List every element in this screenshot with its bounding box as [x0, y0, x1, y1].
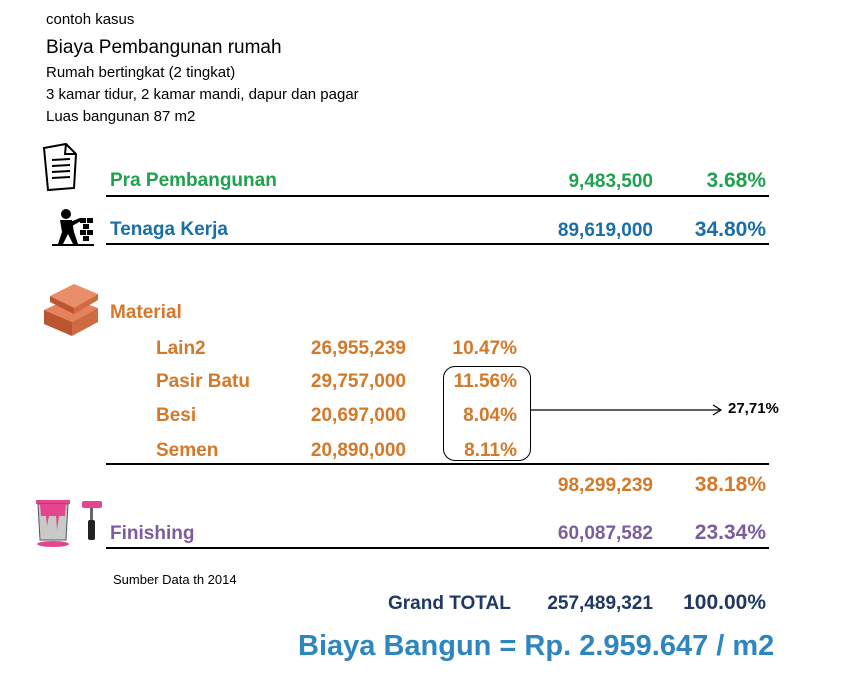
- material-item-percent: 8.04%: [463, 405, 517, 426]
- grouped-percent-annotation: 27,71%: [728, 400, 779, 417]
- material-item-label: Semen: [156, 440, 219, 461]
- summary-cost-per-m2: Biaya Bangun = Rp. 2.959.647 / m2: [298, 630, 775, 662]
- material-item-amount: 29,757,000: [310, 371, 406, 392]
- grouping-box: [443, 366, 531, 461]
- material-item-amount: 20,697,000: [310, 405, 406, 426]
- material-item-label: Lain2: [156, 338, 206, 359]
- arrow-icon: [530, 402, 730, 418]
- material-total-amount: 98,299,239: [557, 475, 653, 496]
- document-icon: [40, 142, 80, 192]
- pra-pembangunan-amount: 9,483,500: [568, 171, 653, 192]
- material-label: Material: [110, 302, 182, 323]
- grand-total-label: Grand TOTAL: [388, 593, 511, 614]
- paint-icon: [34, 498, 106, 550]
- tenaga-kerja-amount: 89,619,000: [557, 220, 653, 241]
- case-label: contoh kasus: [46, 11, 135, 28]
- header-line-2: 3 kamar tidur, 2 kamar mandi, dapur dan pagar: [46, 86, 359, 103]
- material-item-percent: 10.47%: [452, 338, 517, 359]
- divider: [106, 195, 769, 197]
- source-note: Sumber Data th 2014: [113, 572, 237, 587]
- header-line-3: Luas bangunan 87 m2: [46, 108, 196, 125]
- material-item-label: Pasir Batu: [156, 371, 250, 392]
- header-line-1: Rumah bertingkat (2 tingkat): [46, 64, 236, 81]
- tenaga-kerja-percent: 34.80%: [694, 218, 766, 241]
- material-item-amount: 20,890,000: [310, 440, 406, 461]
- pra-pembangunan-percent: 3.68%: [706, 169, 766, 192]
- grand-total-amount: 257,489,321: [547, 593, 653, 614]
- divider: [106, 547, 769, 549]
- finishing-percent: 23.34%: [694, 521, 766, 544]
- material-total-percent: 38.18%: [694, 473, 766, 496]
- material-item-percent: 11.56%: [453, 371, 517, 392]
- pra-pembangunan-label: Pra Pembangunan: [110, 170, 277, 191]
- divider: [106, 463, 769, 465]
- bricks-icon: [40, 280, 104, 338]
- grand-total-percent: 100.00%: [683, 591, 766, 614]
- material-item-percent: 8.11%: [464, 440, 517, 461]
- divider: [106, 243, 769, 245]
- finishing-label: Finishing: [110, 523, 195, 544]
- finishing-amount: 60,087,582: [557, 523, 653, 544]
- tenaga-kerja-label: Tenaga Kerja: [110, 219, 228, 240]
- material-item-amount: 26,955,239: [310, 338, 406, 359]
- worker-icon: [52, 208, 94, 246]
- page-title: Biaya Pembangunan rumah: [46, 37, 282, 58]
- material-item-label: Besi: [156, 405, 197, 426]
